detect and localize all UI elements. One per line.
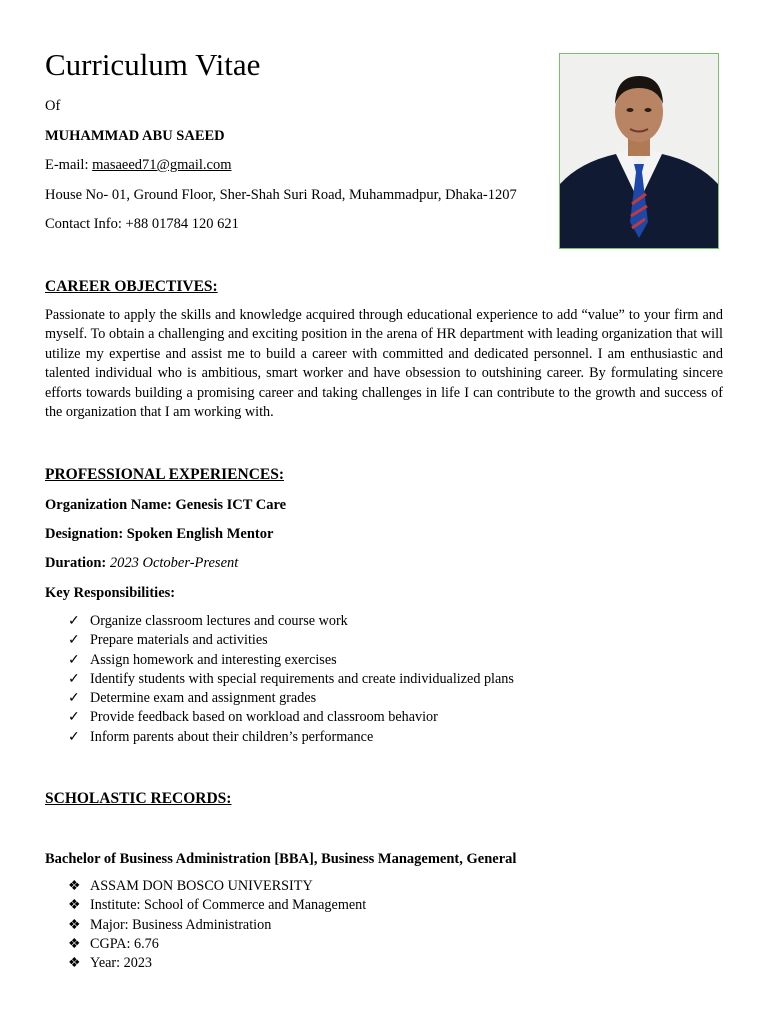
responsibilities-list — [68, 612, 514, 747]
checkmark-icon: ✓ — [68, 709, 80, 726]
responsibility-text: Assign homework and interesting exercises — [90, 651, 337, 668]
organization-name: Organization Name: Genesis ICT Care — [45, 497, 287, 513]
checkmark-icon: ✓ — [68, 670, 80, 687]
diamond-bullet-icon: ❖ — [68, 935, 81, 952]
email-link[interactable]: masaeed71@gmail.com — [92, 157, 232, 173]
profile-photo — [559, 53, 719, 249]
responsibility-text: Identify students with special requirements and create individualized plans — [90, 670, 514, 687]
checkmark-icon: ✓ — [68, 728, 80, 745]
responsibility-text: Prepare materials and activities — [90, 632, 268, 649]
page-title: Curriculum Vitae — [45, 47, 261, 82]
scholastic-records-heading: SCHOLASTIC RECORDS: — [45, 790, 232, 807]
professional-experiences-heading: PROFESSIONAL EXPERIENCES: — [45, 466, 285, 483]
career-objectives-text: Passionate to apply the skills and knowledge acquired through educational experience to add “value” to your firm and myself. To obtain a challenging and exciting position in the arena of HR department with leading organization that will utilize my expertise and assist me to build a career with committed and dedicated personnel. I am enthusiastic and talented individual who is ambitious, smart worker and have obsession to outshining career. By formulating sincere efforts towards building a promising career and taking challenges in life I can contribute to the growth and success of the organization that I am working with. — [45, 307, 723, 421]
checkmark-icon: ✓ — [68, 690, 80, 707]
list-item — [68, 877, 366, 896]
contact-line: Contact Info: +88 01784 120 621 — [45, 216, 239, 232]
of-label: Of — [45, 98, 61, 114]
education-list — [68, 877, 366, 973]
list-item — [68, 708, 514, 727]
education-text: ASSAM DON BOSCO UNIVERSITY — [90, 878, 313, 894]
responsibility-text: Organize classroom lectures and course work — [90, 613, 348, 629]
degree-title: Bachelor of Business Administration [BBA], Business Management, General — [45, 851, 517, 867]
key-responsibilities-heading: Key Responsibilities: — [45, 585, 176, 601]
list-item — [68, 612, 514, 631]
designation: Designation: Spoken English Mentor — [45, 526, 274, 542]
list-item — [68, 935, 366, 954]
checkmark-icon: ✓ — [68, 613, 80, 629]
education-text: CGPA: 6.76 — [90, 935, 159, 952]
duration-value: 2023 October-Present — [109, 555, 239, 571]
list-item — [68, 689, 514, 708]
diamond-bullet-icon: ❖ — [68, 916, 81, 933]
list-item — [68, 631, 514, 650]
career-objectives-heading: CAREER OBJECTIVES: — [45, 278, 218, 295]
checkmark-icon: ✓ — [68, 651, 80, 668]
email-label: E-mail: — [45, 157, 93, 173]
list-item — [68, 916, 366, 935]
diamond-bullet-icon: ❖ — [68, 955, 81, 972]
list-item — [68, 670, 514, 689]
responsibility-text: Inform parents about their children’s performance — [90, 728, 374, 745]
diamond-bullet-icon: ❖ — [68, 897, 81, 914]
portrait-illustration — [560, 54, 718, 248]
list-item — [68, 954, 366, 973]
duration-label: Duration: — [45, 555, 110, 571]
checkmark-icon: ✓ — [68, 632, 80, 649]
address-line: House No- 01, Ground Floor, Sher-Shah Suri Road, Muhammadpur, Dhaka-1207 — [45, 187, 517, 203]
education-text: Year: 2023 — [90, 955, 153, 972]
diamond-bullet-icon: ❖ — [68, 878, 81, 894]
duration-line — [45, 554, 238, 572]
list-item — [68, 896, 366, 915]
list-item — [68, 728, 514, 747]
email-line — [45, 156, 232, 174]
applicant-name: MUHAMMAD ABU SAEED — [45, 128, 225, 144]
education-text: Major: Business Administration — [90, 916, 272, 933]
responsibility-text: Provide feedback based on workload and classroom behavior — [90, 709, 438, 726]
education-text: Institute: School of Commerce and Management — [90, 897, 367, 914]
responsibility-text: Determine exam and assignment grades — [90, 690, 317, 707]
list-item — [68, 651, 514, 670]
